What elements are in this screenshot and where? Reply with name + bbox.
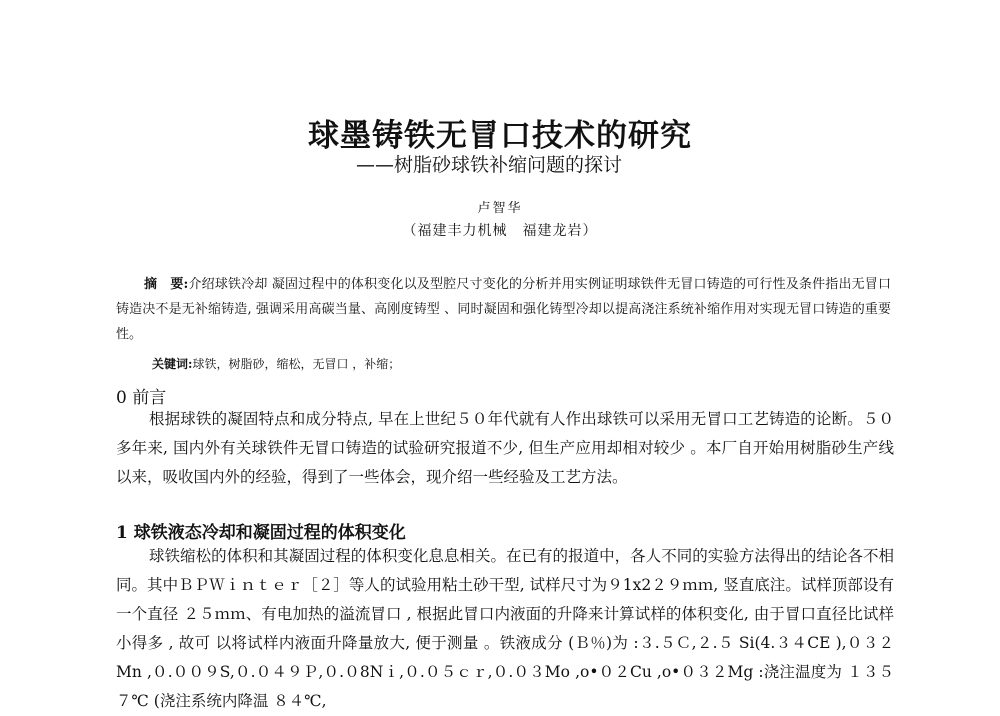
abstract-text: 介绍球铁冷却 凝固过程中的体积变化以及型腔尺寸变化的分析并用实例证明球铁件无冒口铸造的可行性及条件指出无冒口铸造决不是无补缩铸造, 强调采用高碳当量、高刚度铸型 、同时凝固和强化铸型冷却以提高浇注系统补缩作用对实现无冒口铸造的重要性。	[116, 277, 891, 342]
author-affiliation: （福建丰力机械 福建龙岩）	[402, 223, 598, 239]
keywords-text: 球铁，树脂砂，缩松，无冒口 ，补缩；	[192, 357, 401, 371]
keywords	[152, 355, 400, 372]
abstract	[116, 272, 891, 347]
introduction-paragraph: 根据球铁的凝固特点和成分特点, 早在上世纪５０年代就有人作出球铁可以采用无冒口工艺铸造的论断。５０ 多年来, 国内外有关球铁件无冒口铸造的试验研究报道不少, 但生产应用却相对较少 。本厂自开始用树脂砂生产线以来，吸收国内外的经验，得到了一些体会，现介绍一些经验及工艺方法。	[116, 410, 894, 486]
author-name: 卢智华	[477, 201, 523, 216]
section-heading-volume-change: 1 球铁液态冷却和凝固过程的体积变化	[116, 523, 406, 543]
abstract-label: 摘 要:	[144, 277, 189, 292]
section-heading-introduction: 0 前言	[116, 388, 167, 408]
paper-title: 球墨铸铁无冒口技术的研究	[308, 118, 692, 154]
paper-subtitle: ——树脂砂球铁补缩问题的探讨	[356, 154, 623, 176]
keywords-label: 关键词:	[152, 357, 193, 371]
volume-change-paragraph: 球铁缩松的体积和其凝固过程的体积变化息息相关。在已有的报道中，各人不同的实验方法得出的结论各不相同。其中ＢＰＷｉｎｔｅｒ［２］等人的试验用粘土砂干型, 试样尺寸为９1x2２９ｍｍ, 竖直底注。试样顶部设有一个直径 ２５ｍｍ、有电加热的溢流冒口 , 根据此冒口内液面的升降来计算试样的体积变化, 由于冒口直径比试样小得多 , 故可 以将试样内液面升降量放大, 便于测量 。铁液成分 (Ｂ％)为 :３.５Ｃ,２.５ Si(4.３４CE ),０３２Mn ,０.００９S,０.０４９Ｐ,０.０8Nｉ,０.０５ｃｒ,０.０３Mo ,o•０２Cu ,o•０３２Mg :浇注温度为 １３５７℃ (浇注系统内降温 ８４℃,	[116, 547, 894, 710]
